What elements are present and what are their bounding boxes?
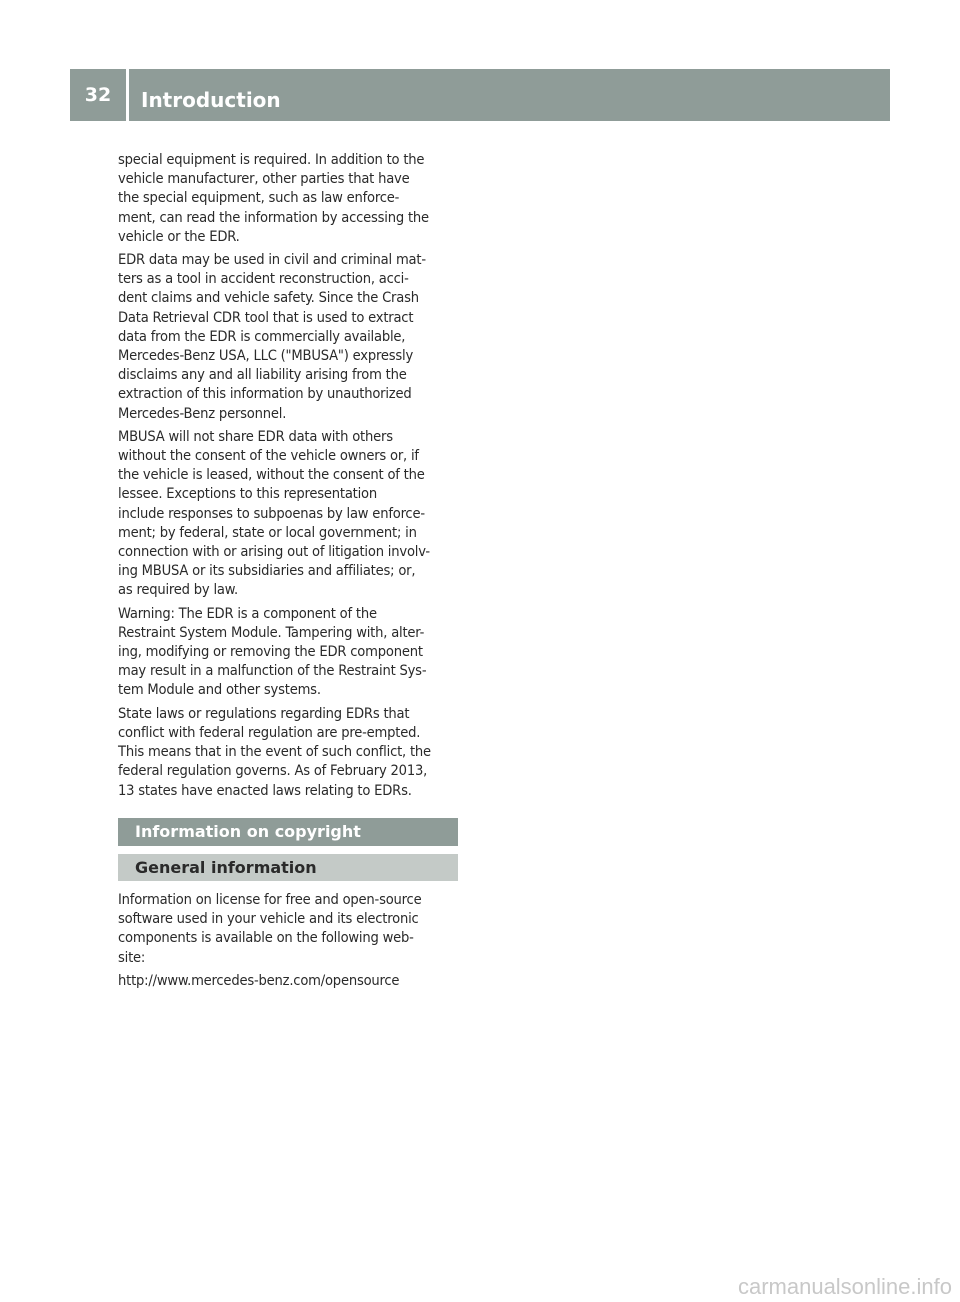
- paragraph: special equipment is required. In addition to the vehicle manufacturer, other parties that have the special equipment, such as law enforce- ment, can read the information by accessing the vehicle or the EDR.: [118, 151, 429, 245]
- watermark: carmanualsonline.info: [737, 1274, 952, 1299]
- page-header: [70, 69, 890, 121]
- paragraph: Warning: The EDR is a component of the Restraint System Module. Tampering with, alter- ing, modifying or removing the EDR component may result in a malfunction of the Restraint Sys- tem Module and other systems.: [118, 604, 427, 699]
- paragraph: EDR data may be used in civil and criminal mat- ters as a tool in accident reconstruction, acci- dent claims and vehicle safety. Since the Crash Data Retrieval CDR tool that is used to extract data from the EDR is commercially available, Mercedes-Benz USA, LLC ("MBUSA") expressly disclaims any and all liability arising from the extraction of this information by unauthorized Mercedes-Benz personnel.: [118, 251, 426, 422]
- paragraph: State laws or regulations regarding EDRs that conflict with federal regulation are pre-empted. This means that in the event of such conflict, the federal regulation governs. As of February 2013, 13 states have enacted laws relating to EDRs.: [118, 704, 431, 799]
- body-text: [118, 150, 460, 804]
- header-divider: [126, 69, 129, 121]
- page-number: 32: [84, 84, 112, 106]
- general-information-heading: [118, 854, 458, 881]
- general-information-label: General information: [135, 858, 317, 877]
- opensource-url: http://www.mercedes-benz.com/opensource: [118, 971, 400, 989]
- section-title: Introduction: [141, 88, 281, 112]
- copyright-heading-label: Information on copyright: [135, 822, 361, 841]
- paragraph: Information on license for free and open-source software used in your vehicle and its electronic components is available on the following web- site:: [118, 891, 422, 966]
- copyright-heading: [118, 818, 458, 846]
- copyright-text: [118, 890, 460, 994]
- paragraph: MBUSA will not share EDR data with others without the consent of the vehicle owners or, if the vehicle is leased, without the consent of the lessee. Exceptions to this representation include responses to subpoenas by law enforce- ment; by federal, state or local government; in connection with or arising out of litigation involv- ing MBUSA or its subsidiaries and affiliates; or, as required by law.: [118, 427, 430, 599]
